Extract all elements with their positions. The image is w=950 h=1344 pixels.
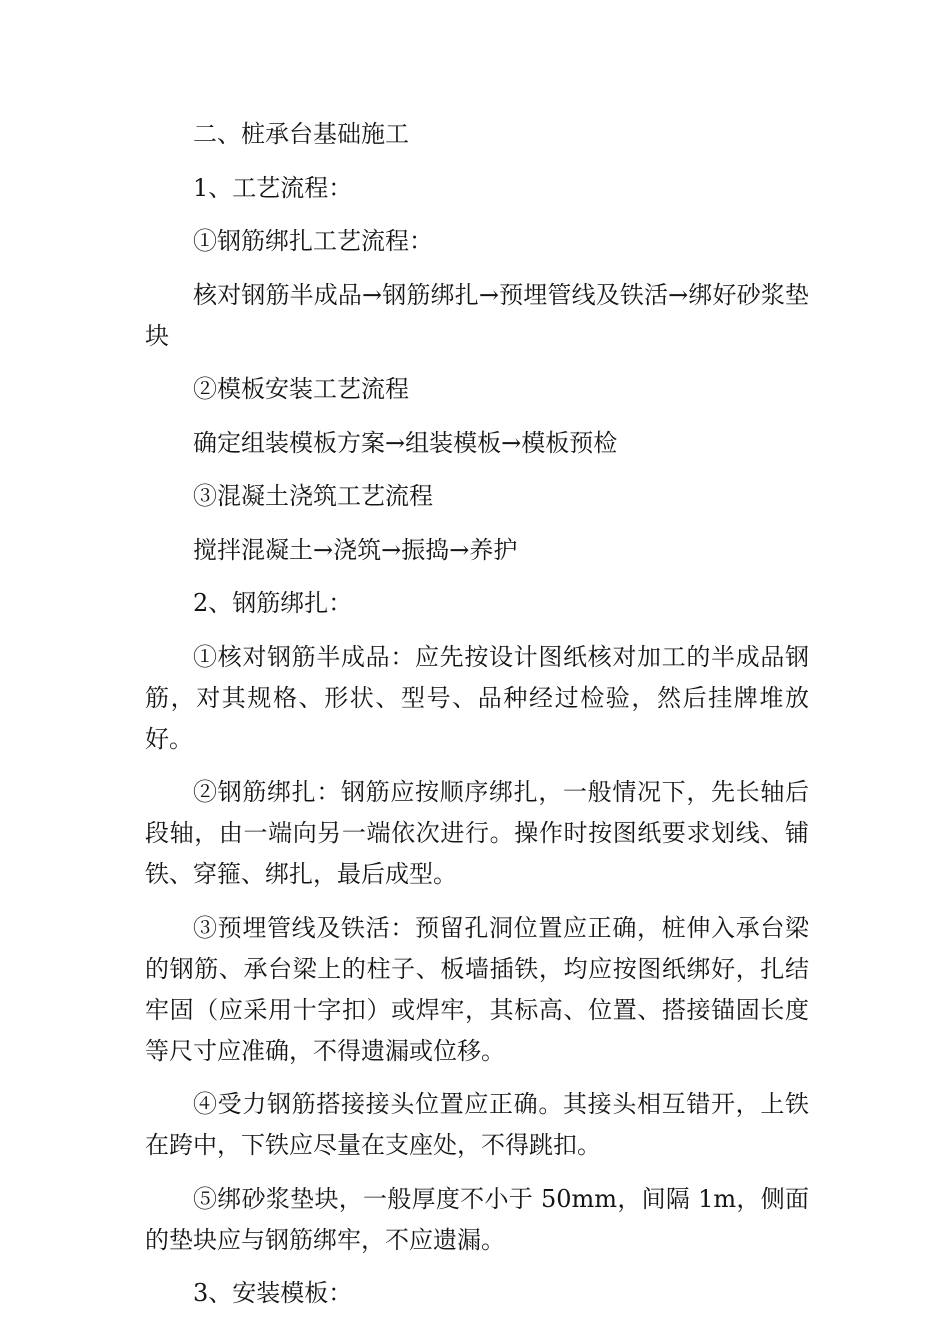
subsection-heading: 1、工艺流程： (193, 173, 353, 202)
body-paragraph: ③预埋管线及铁活：预留孔洞位置应正确，桩伸入承台梁的钢筋、承台梁上的柱子、板墙插铁，均应按图纸绑好，扎结牢固（应采用十字扣）或焊牢，其标高、位置、搭接锚固长度等尺寸应准确，不得遗漏或位移。 (145, 913, 809, 1065)
process-flow-text: 搅拌混凝土→浇筑→振捣→养护 (193, 535, 518, 564)
process-flow-text: 核对钢筋半成品→钢筋绑扎→预埋管线及铁活→绑好砂浆垫块 (145, 280, 809, 350)
subsection-heading: 2、钢筋绑扎： (193, 589, 353, 617)
body-paragraph: ②钢筋绑扎：钢筋应按顺序绑扎，一般情况下，先长轴后段轴，由一端向另一端依次进行。操作时按图纸要求划线、铺铁、穿箍、绑扎，最后成型。 (145, 778, 809, 888)
process-heading: ③混凝土浇筑工艺流程 (193, 482, 433, 510)
section-heading: 二、桩承台基础施工 (193, 120, 409, 148)
body-paragraph: ①核对钢筋半成品：应先按设计图纸核对加工的半成品钢筋，对其规格、形状、型号、品种经过检验，然后挂牌堆放好。 (145, 642, 809, 753)
process-heading: ②模板安装工艺流程 (193, 375, 409, 403)
body-paragraph: ④受力钢筋搭接接头位置应正确。其接头相互错开，上铁在跨中，下铁应尽量在支座处，不得跳扣。 (145, 1090, 809, 1159)
process-flow-text: 确定组装模板方案→组装模板→模板预检 (193, 428, 618, 457)
subsection-heading: 3、安装模板： (193, 1279, 353, 1307)
document-body (145, 114, 809, 1327)
body-paragraph: ⑤绑砂浆垫块，一般厚度不小于 50mm，间隔 1m，侧面的垫块应与钢筋绑牢，不应遗漏。 (145, 1184, 809, 1254)
process-heading: ①钢筋绑扎工艺流程： (193, 227, 433, 255)
